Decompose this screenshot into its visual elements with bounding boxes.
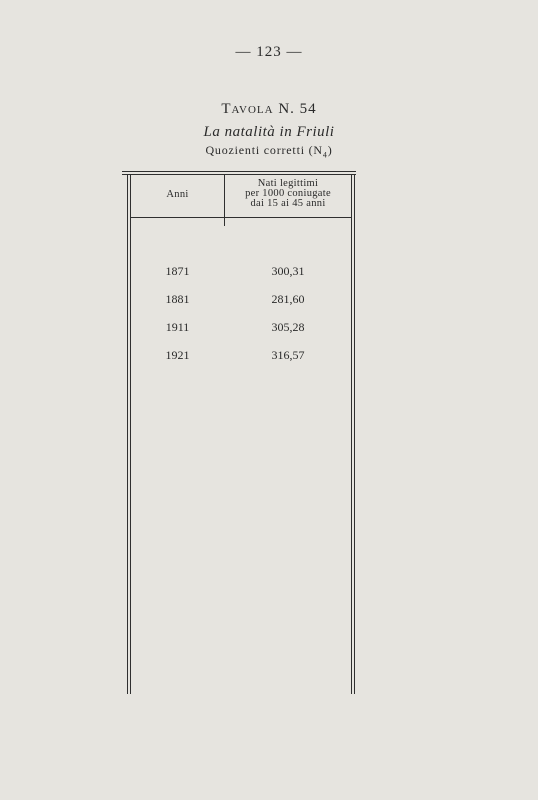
row-value: 281,60 bbox=[271, 292, 305, 306]
table-subtitle: La natalità in Friuli bbox=[203, 124, 335, 140]
table-caption bbox=[0, 143, 538, 159]
table-row bbox=[131, 320, 351, 336]
caption-text: Quozienti corretti (N bbox=[205, 143, 323, 157]
row-value: 300,31 bbox=[271, 264, 305, 278]
row-year: 1881 bbox=[165, 292, 190, 306]
caption-subscript: 4 bbox=[322, 150, 328, 160]
row-year: 1911 bbox=[165, 320, 190, 334]
table-title bbox=[0, 101, 538, 118]
table-left-border-inner bbox=[130, 174, 131, 694]
table-right-border bbox=[354, 174, 355, 694]
row-value: 305,28 bbox=[271, 320, 305, 334]
row-value: 316,57 bbox=[271, 348, 305, 362]
header-nati-line3: dai 15 ai 45 anni bbox=[250, 198, 326, 209]
table-title-prefix: Tavola bbox=[221, 101, 274, 117]
table-header-rule bbox=[130, 217, 351, 218]
table-row bbox=[131, 348, 351, 364]
table-top-rule-inner bbox=[122, 174, 356, 175]
table-row bbox=[131, 292, 351, 308]
header-nati-legittimi bbox=[225, 179, 351, 209]
caption-close: ) bbox=[327, 143, 333, 157]
row-year: 1871 bbox=[165, 264, 190, 278]
header-nati-line2: per 1000 coniugate bbox=[245, 188, 331, 199]
table-top-rule bbox=[122, 171, 356, 172]
header-nati-line1: Nati legittimi bbox=[257, 178, 319, 189]
page-number: — 123 — bbox=[235, 44, 303, 60]
table-right-border-inner bbox=[351, 174, 352, 694]
table-title-number: N. 54 bbox=[278, 101, 317, 117]
table-row bbox=[131, 264, 351, 280]
table-left-border bbox=[127, 174, 128, 694]
row-year: 1921 bbox=[165, 348, 190, 362]
header-anni: Anni bbox=[166, 189, 189, 200]
